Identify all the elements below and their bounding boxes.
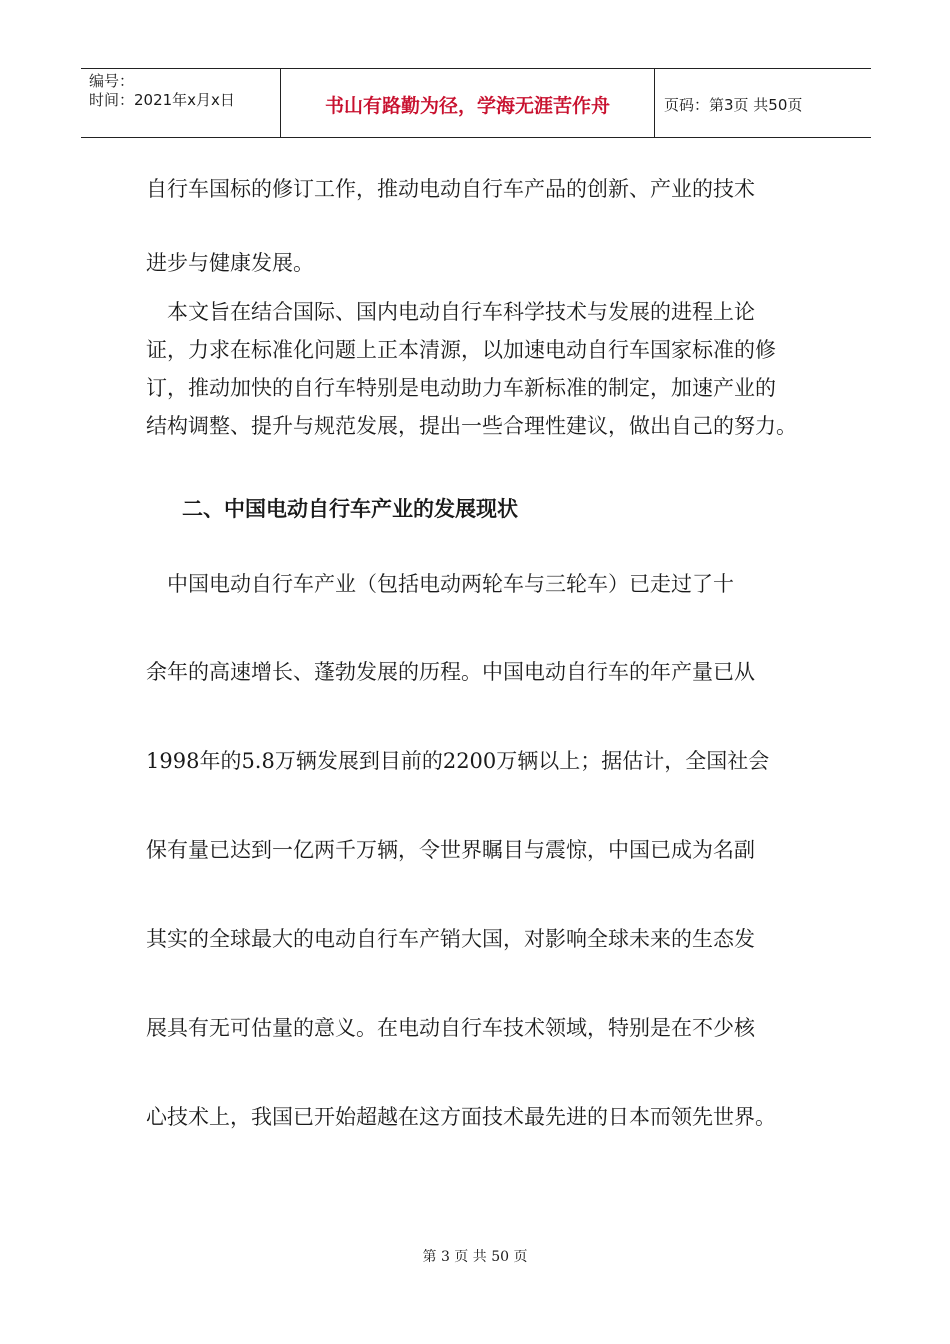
header-motto: 书山有路勤为径，学海无涯苦作舟 bbox=[324, 95, 610, 117]
document-number-label: 编号： bbox=[89, 72, 135, 90]
header-meta bbox=[81, 69, 280, 137]
paragraph-line: 1998年的5.8万辆发展到目前的2200万辆以上；据估计，全国社会 bbox=[146, 749, 770, 773]
header-page-info: 页码：第3页 共50页 bbox=[664, 96, 803, 114]
paragraph-line: 展具有无可估量的意义。在电动自行车技术领域，特别是在不少核 bbox=[146, 1016, 755, 1040]
paragraph-line: 其实的全球最大的电动自行车产销大国，对影响全球未来的生态发 bbox=[146, 927, 755, 951]
page-footer: 第 3 页 共 50 页 bbox=[422, 1249, 528, 1265]
paragraph-line: 本文旨在结合国际、国内电动自行车科学技术与发展的进程上论 bbox=[146, 300, 755, 324]
paragraph-line: 进步与健康发展。 bbox=[146, 251, 314, 275]
document-date: 时间：2021年x月x日 bbox=[89, 91, 235, 109]
header-page-cell bbox=[654, 69, 871, 137]
paragraph-line: 证，力求在标准化问题上正本清源，以加速电动自行车国家标准的修 bbox=[146, 338, 776, 362]
paragraph-line: 保有量已达到一亿两千万辆，令世界瞩目与震惊，中国已成为名副 bbox=[146, 838, 755, 862]
paragraph-line: 自行车国标的修订工作，推动电动自行车产品的创新、产业的技术 bbox=[146, 177, 755, 201]
paragraph-line: 中国电动自行车产业（包括电动两轮车与三轮车）已走过了十 bbox=[146, 572, 734, 596]
page-header bbox=[81, 68, 871, 138]
paragraph-line: 心技术上，我国已开始超越在这方面技术最先进的日本而领先世界。 bbox=[146, 1105, 776, 1129]
header-motto-cell bbox=[280, 69, 655, 137]
paragraph-line: 订，推动加快的自行车特别是电动助力车新标准的制定，加速产业的 bbox=[146, 376, 776, 400]
paragraph-line: 结构调整、提升与规范发展，提出一些合理性建议，做出自己的努力。 bbox=[146, 414, 797, 438]
paragraph-line: 余年的高速增长、蓬勃发展的历程。中国电动自行车的年产量已从 bbox=[146, 660, 755, 684]
section-heading: 二、中国电动自行车产业的发展现状 bbox=[182, 497, 518, 521]
